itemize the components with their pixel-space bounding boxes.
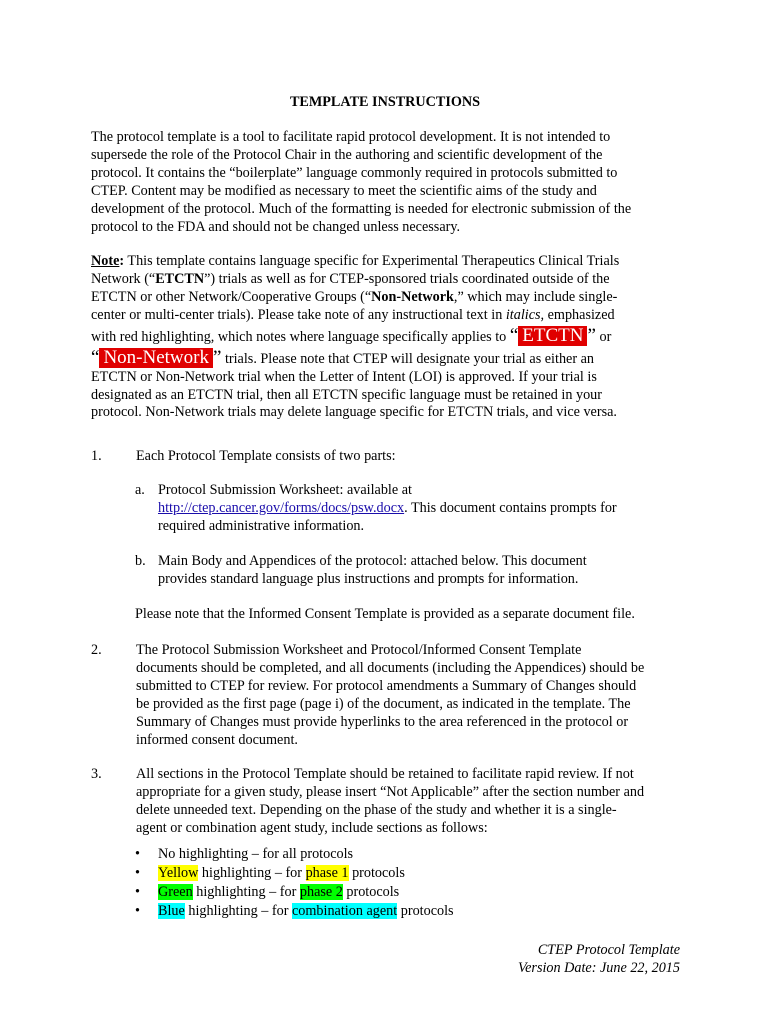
italics-word: italics, <box>505 306 545 323</box>
note-paragraph <box>91 253 681 422</box>
intro-line: CTEP. Content may be modified as necessary to meet the scientific aims of the study and <box>91 182 597 199</box>
intro-line: development of the protocol. Much of the formatting is needed for electronic submission of the <box>91 200 632 217</box>
note-line: Network (“ETCTN”) trials as well as for CTEP-sponsored trials coordinated outside of the <box>91 270 610 287</box>
page-footer <box>518 942 680 978</box>
etctn-term: ETCTN <box>155 270 205 287</box>
item-number: 1. <box>91 448 102 464</box>
note-line: center or multi-center trials). Please take note of any instructional text in italics, emphasized <box>91 306 615 323</box>
note-line: protocol. Non-Network trials may delete language specific for ETCTN trials, and vice versa. <box>91 404 617 421</box>
note-line: ETCTN or other Network/Cooperative Groups (“Non-Network,” which may include single- <box>91 288 618 305</box>
list-item: • Blue highlighting – for combination agent protocols <box>135 903 681 922</box>
psw-docx-link[interactable]: http://ctep.cancer.gov/forms/docs/psw.docx <box>158 499 405 516</box>
footer-version-date: Version Date: June 22, 2015 <box>518 959 680 976</box>
highlighting-legend <box>135 846 681 922</box>
page-title: TEMPLATE INSTRUCTIONS <box>289 94 481 110</box>
intro-line: supersede the role of the Protocol Chair in the authoring and scientific development of the <box>91 146 603 163</box>
intro-line: protocol to the FDA and should not be changed unless necessary. <box>91 218 461 235</box>
intro-line: protocol. It contains the “boilerplate” language commonly required in protocols submitted to <box>91 164 618 181</box>
note-line: with red highlighting, which notes where language specifically applies to “ ETCTN ” or <box>91 324 612 346</box>
note-line: ETCTN or Non-Network trial when the Letter of Intent (LOI) is approved. If your trial is <box>91 368 597 385</box>
list-item: • Green highlighting – for phase 2 protocols <box>135 884 681 903</box>
document-page: TEMPLATE INSTRUCTIONS The protocol template is a tool to facilitate rapid protocol development. It is not intended to supersede the role of the Protocol Chair in the authoring and scientific development of the protocol. It contains the “boilerplate” language commonly required in protocols submitted to CTEP. Content may be modified as necessary to meet the scientific aims of the study and development of the protocol. Much of the formatting is needed for electronic submission of the protocol to the FDA and should not be changed unless necessary. Note: This template contains language specific for Experimental Therapeutics Clinical Trials Network (“ETCTN”) trials as well as for CTEP-sponsored trials coordinated outside of the ETCTN or other Network/Cooperative Groups (“Non-Network,” which may include single- center or multi-center trials). Please take note of any instructional text in italics, emphasized with red highlighting, which notes where language specifically applies to “ ETCTN ” or “ Non-Network ” trials. Please note that CTEP will designate your trial as either an ETCTN or Non-Network trial when the Letter of Intent (LOI) is approved. If your trial is designated as an ETCTN trial, then all ETCTN specific language must be retained in your protocol. Non-Network trials may delete language specific for ETCTN trials, and vice versa. 1. Each Protocol Template consists of two parts: a. Protocol Submission Worksheet: available at http://ctep.cancer.gov/forms/docs/psw.docx. This document contains prompts for required administrative information. b. Main Body and Appendices of the protocol: attached below. This document provides standard language plus instructions and prompts for information. Please note that the Informed Consent Template is provided as a separate document file. 2. The Protocol Submission Worksheet and Protocol/Informed Consent Template documents should be completed, and all documents (including the Appendices) should be submitted to CTEP for review. For protocol amendments a Summary of Changes should be provided as the first page (page i) of the document, as indicated in the template. The Summary of Changes must provide hyperlinks to the area referenced in the protocol or informed consent document. 3. All sections in the Protocol Template should be retained to facilitate rapid review. If not appropriate for a given study, please insert “Not Applicable” after the section number and delete unneeded text. Depending on the phase of the study and whether it is a single- agent or combination agent study, include sections as follows: • No highlighting – for all protocols • Yellow highlighting – for phase 1 protocols • Green highlighting – for phase 2 protocols • Blue highlighting – for combination agent protocols CTEP Protocol Template Version Date: June 22, 2015 <box>0 0 770 1024</box>
intro-line: The protocol template is a tool to facilitate rapid protocol development. It is not intended to <box>91 129 611 145</box>
list-item: • No highlighting – for all protocols <box>135 846 681 865</box>
footer-template-name: CTEP Protocol Template <box>537 942 680 958</box>
sub-letter: a. <box>135 482 145 498</box>
note-label: Note <box>91 253 120 269</box>
sub-letter: b. <box>135 553 146 569</box>
item-text: Each Protocol Template consists of two parts: <box>136 448 396 464</box>
non-network-term: Non-Network <box>371 288 454 305</box>
item-number: 3. <box>91 766 102 782</box>
intro-paragraph <box>91 129 681 236</box>
item-number: 2. <box>91 642 102 658</box>
note-line: “ Non-Network ” trials. Please note that CTEP will designate your trial as either an <box>91 346 594 368</box>
list-item: • Yellow highlighting – for phase 1 protocols <box>135 865 681 884</box>
consent-note: Please note that the Informed Consent Template is provided as a separate document file. <box>135 606 635 622</box>
non-network-red-tag: Non-Network <box>99 348 213 368</box>
note-line: designated as an ETCTN trial, then all ETCTN specific language must be retained in your <box>91 386 602 403</box>
etctn-red-tag: ETCTN <box>518 326 587 346</box>
note-line: Note: This template contains language specific for Experimental Therapeutics Clinical Trials <box>91 253 620 269</box>
